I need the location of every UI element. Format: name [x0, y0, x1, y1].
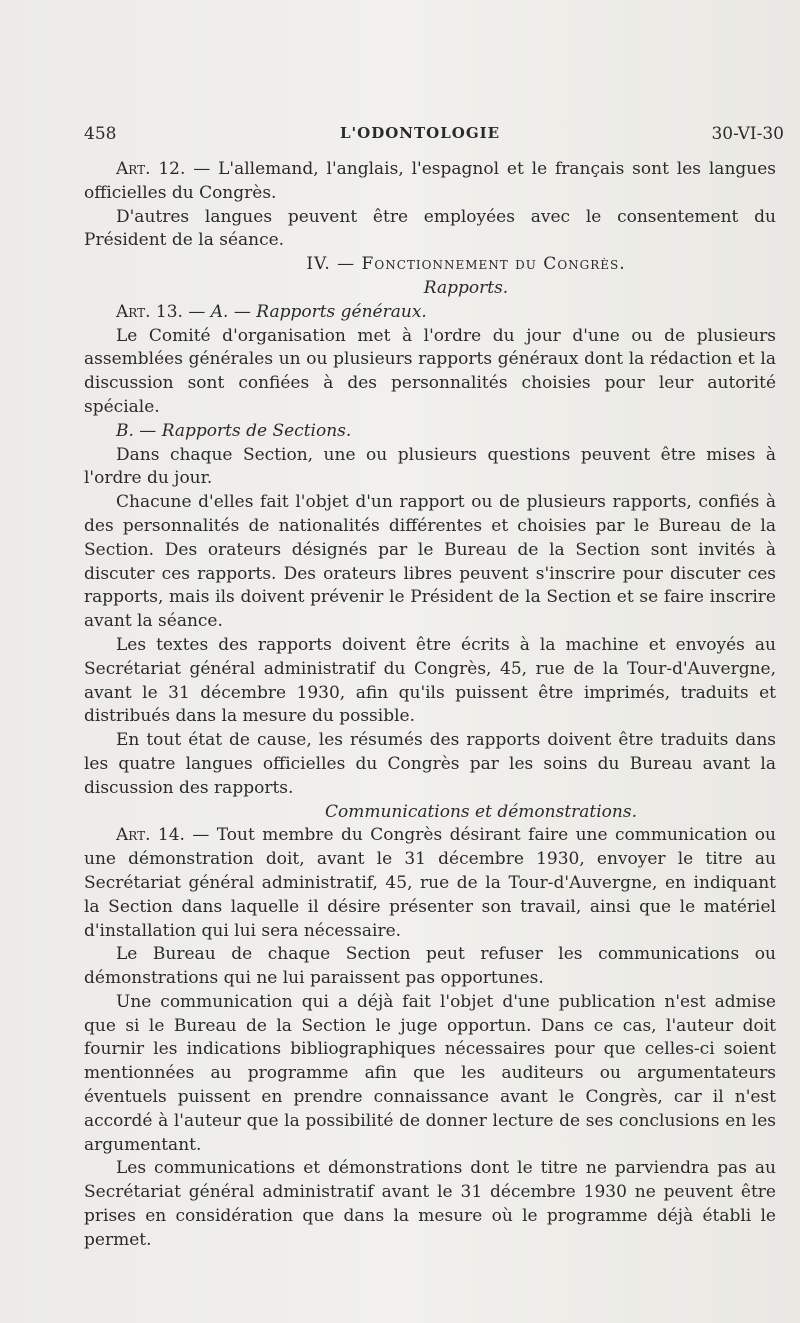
article-12-paragraph-2: D'autres langues peuvent être employées avec le consentement du Président de la séance.: [84, 206, 776, 251]
article-12-label: Art. 12.: [116, 159, 186, 179]
article-13-heading: [84, 301, 776, 325]
article-14: [84, 824, 776, 943]
section-heading: IV. — Fonctionnement du Congrès.: [306, 254, 626, 275]
running-header: [84, 124, 784, 148]
subheading-communications: Communications et démonstrations.: [325, 801, 637, 822]
article-13-title: A. — Rapports généraux.: [210, 301, 427, 322]
section-b-paragraph-4: En tout état de cause, les résumés des rapports doivent être traduits dans les quatre langues officielles du Congrès par les soins du Bureau avant la discussion des rapports.: [84, 730, 776, 798]
body-text: [84, 158, 776, 1253]
article-14-label: Art. 14.: [116, 825, 185, 846]
article-14-paragraph-2: Le Bureau de chaque Section peut refuser les communications ou démonstrations qui ne lui paraissent pas opportunes.: [84, 944, 776, 989]
journal-title: L'ODONTOLOGIE: [340, 124, 501, 142]
article-12-text: — L'allemand, l'anglais, l'espagnol et le français sont les langues officielles du Congrès.: [84, 159, 777, 203]
article-14-paragraph-4: Les communications et démonstrations dont le titre ne parviendra pas au Secrétariat général administratif avant le 31 décembre 1930 ne peuvent être prises en considération que dans la mesure où le programme déjà établi le permet.: [84, 1158, 776, 1250]
subheading-rapports: Rapports.: [423, 277, 509, 298]
article-13-paragraph-1: Le Comité d'organisation met à l'ordre du jour d'une ou de plusieurs assemblées générales un ou plusieurs rapports généraux dont la rédaction et la discussion sont confiées à des personnalités choisies pour leur autorité spéciale.: [84, 325, 776, 417]
section-b-paragraph-2: Chacune d'elles fait l'objet d'un rapport ou de plusieurs rapports, confiés à des personnalités de nationalités différentes et choisies par le Bureau de la Section. Des orateurs désignés par le Bureau de la Section sont invités à discuter ces rapports. Des orateurs libres peuvent s'inscrire pour discuter ces rapports, mais ils doivent prévenir le Président de la Section et se faire inscrire avant la séance.: [84, 492, 776, 632]
section-b-title: B. — Rapports de Sections.: [116, 420, 352, 441]
issue-date: 30-VI-30: [711, 124, 784, 144]
article-12: [84, 158, 776, 206]
article-14-paragraph-3: Une communication qui a déjà fait l'objet d'une publication n'est admise que si le Bureau de la Section le juge opportun. Dans ce cas, l'auteur doit fournir les indications bibliographiques nécessaires pour que celles-ci soient mentionnées au programme afin que les auditeurs ou argumentateurs éventuels puissent en prendre connaissance avant le Congrès, car il n'est accordé à l'auteur que la possibilité de donner lecture de ses conclusions en les argumentant.: [84, 991, 776, 1155]
page-number: 458: [84, 124, 117, 144]
section-b-paragraph-1: Dans chaque Section, une ou plusieurs questions peuvent être mises à l'ordre du jour.: [84, 444, 776, 489]
article-14-text: — Tout membre du Congrès désirant faire une communication ou une démonstration doit, avant le 31 décembre 1930, envoyer le titre au Secrétariat général administratif, 45, rue de la Tour-d'Auvergne, en indiquant la Section dans laquelle il désire présenter son travail, ainsi que le matériel d'installation qui lui sera nécessaire.: [84, 825, 776, 941]
article-13-label: Art. 13.: [116, 301, 183, 322]
section-b-paragraph-3: Les textes des rapports doivent être écrits à la machine et envoyés au Secrétariat général administratif du Congrès, 45, rue de la Tour-d'Auvergne, avant le 31 décembre 1930, afin qu'ils puissent être imprimés, traduits et distribués dans la mesure du possible.: [84, 634, 776, 727]
article-13-separator: —: [182, 301, 211, 322]
